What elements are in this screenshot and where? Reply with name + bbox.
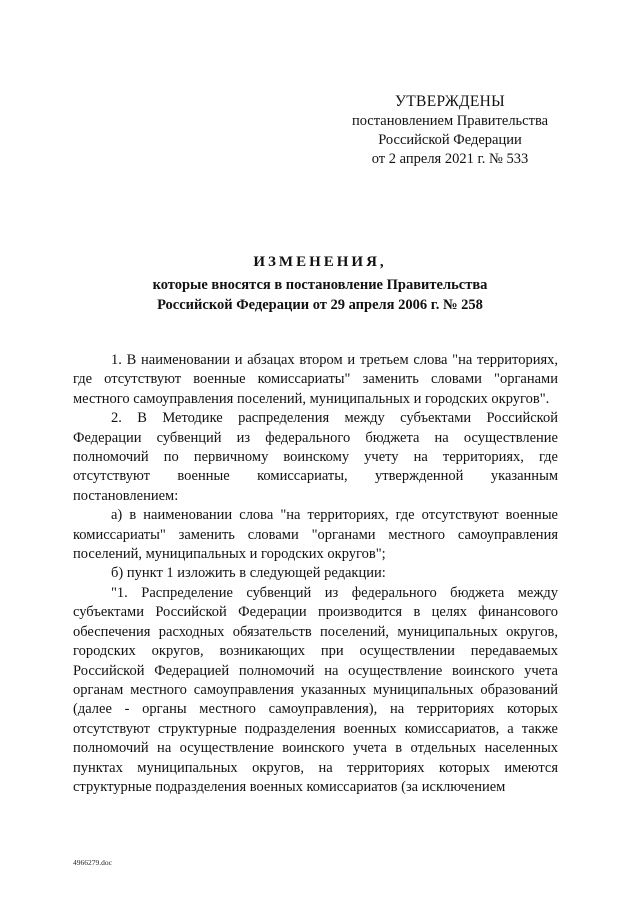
subtitle-line: Российской Федерации от 29 апреля 2006 г. № 258 [157,296,483,313]
paragraph-subitem-b: б) пункт 1 изложить в следующей редакции: [111,565,386,582]
approval-line: Российской Федерации [378,132,522,148]
approval-date: от 2 апреля 2021 г. № 533 [371,151,529,167]
document-title: ИЗМЕНЕНИЯ, [253,254,387,270]
approval-line: постановлением Правительства [351,113,549,129]
approval-title: УТВЕРЖДЕНЫ [395,93,505,110]
document-subtitle [60,276,580,315]
paragraph-quoted-point-1: "1. Распределение субвенций из федерального бюджета между субъектами Российской Федерации производится в целях финансового обеспечения расходных обязательств поселений, муниципальных округов, городских округов, возникающих при осуществлении передаваемых Российской Федерацией полномочий на осуществление воинского учета органам местного самоуправления указанных муниципальных образований (далее - органы местного самоуправления), на территориях которых отсутствуют структурные подразделения военных комиссариатов, а также полномочий на осуществление воинского учета в отдельных населенных пунктах муниципальных округов, на территориях которых имеются структурные подразделения военных комиссариатов (за исключением [73,584,558,795]
subtitle-line: которые вносятся в постановление Правительства [152,277,488,293]
paragraph-item-1: 1. В наименовании и абзацах втором и третьем слова "на территориях, где отсутствуют военные комиссариаты" заменить словами "органами местного самоуправления поселений, муниципальных и городских округов". [73,352,558,407]
approval-stamp [330,92,570,169]
document-body [73,351,558,797]
paragraph-item-2: 2. В Методике распределения между субъектами Российской Федерации субвенций из федерального бюджета на осуществление полномочий по первичному воинскому учету на территориях, где отсутствуют военные комиссариаты, утвержденной указанным постановлением: [73,410,558,504]
footer-filename: 4966279.doc [73,858,112,867]
paragraph-subitem-a: а) в наименовании слова "на территориях, где отсутствуют военные комиссариаты" заменить словами "органами местного самоуправления поселений, муниципальных и городских округов"; [73,507,558,563]
